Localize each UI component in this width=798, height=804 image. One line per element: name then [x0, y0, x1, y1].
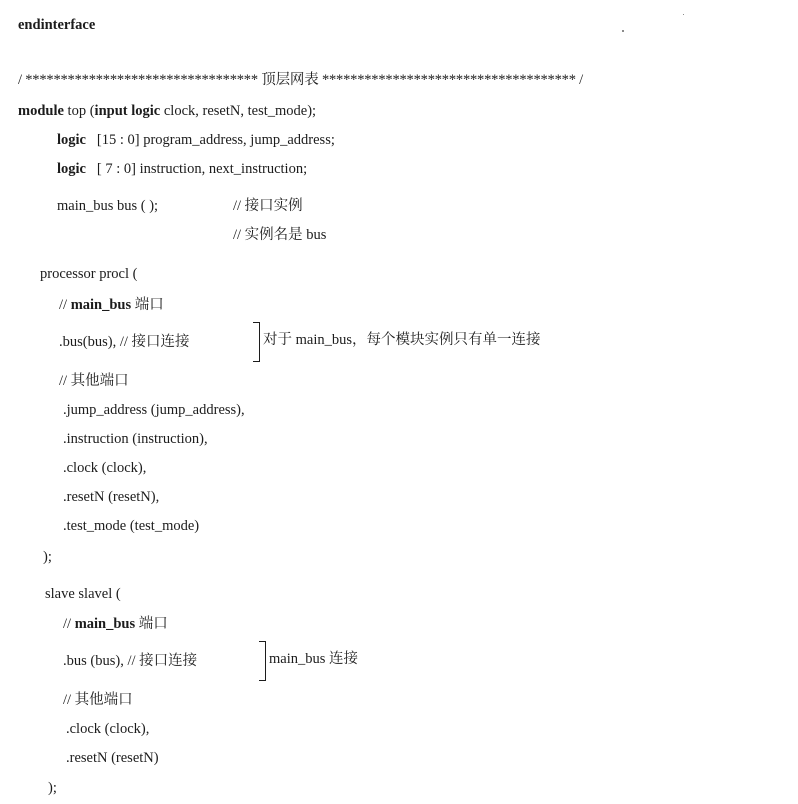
slave-instance-header: slave slavel (	[45, 586, 121, 602]
port-connection: .clock (clock),	[63, 460, 147, 476]
processor-bus-port-comment	[59, 296, 164, 314]
bracket-mark	[253, 322, 260, 362]
processor-bus-note: 对于 main_bus，每个模块实例只有单一连接	[263, 332, 541, 348]
logic-declaration-16bit	[57, 131, 335, 149]
comment-prefix: //	[59, 297, 68, 313]
processor-instance-header: processor procl (	[40, 266, 138, 282]
slave-bus-connection: .bus (bus), // 接口连接	[63, 653, 198, 669]
module-keyword: module	[18, 103, 64, 119]
comment-prefix: //	[63, 616, 72, 632]
logic-keyword: logic	[131, 103, 161, 119]
slave-other-ports-comment: // 其他端口	[63, 692, 133, 708]
signal-names: instruction, next_instruction;	[139, 161, 308, 177]
bus-instance-comment: // 接口实例	[233, 198, 303, 214]
scan-speck	[622, 30, 624, 32]
slave-bus-note: main_bus 连接	[269, 651, 359, 667]
toplevel-netlist-banner: / ********************************* 顶层网表 ************************************ /	[18, 72, 584, 88]
signal-names: program_address, jump_address;	[143, 132, 335, 148]
logic-keyword: logic	[57, 132, 86, 148]
slave-instance-close: );	[48, 780, 57, 796]
comment-suffix: 端口	[134, 297, 164, 313]
bit-range: [ 7 : 0]	[96, 161, 136, 177]
logic-keyword: logic	[57, 161, 86, 177]
endinterface-line: endinterface	[18, 17, 96, 33]
bit-range: [15 : 0]	[96, 132, 140, 148]
port-connection: .jump_address (jump_address),	[63, 402, 245, 418]
port-connection: .test_mode (test_mode)	[63, 518, 200, 534]
module-name: top	[67, 103, 87, 119]
bus-instance-code: main_bus bus ( );	[57, 198, 159, 214]
processor-other-ports-comment: // 其他端口	[59, 373, 129, 389]
port-connection: .resetN (resetN),	[63, 489, 160, 505]
logic-declaration-8bit	[57, 160, 307, 178]
main-bus-keyword: main_bus	[74, 616, 136, 632]
module-ports: clock, resetN, test_mode);	[163, 103, 317, 119]
paren-open: (	[89, 103, 95, 119]
port-connection: .clock (clock),	[66, 721, 150, 737]
slave-bus-port-comment	[63, 615, 168, 633]
processor-instance-close: );	[43, 549, 52, 565]
bus-instance-name-comment: // 实例名是 bus	[233, 227, 327, 243]
main-bus-keyword: main_bus	[70, 297, 132, 313]
bracket-mark	[259, 641, 266, 681]
port-connection: .instruction (instruction),	[63, 431, 208, 447]
input-keyword: input	[94, 103, 128, 119]
processor-bus-connection: .bus(bus), // 接口连接	[59, 334, 190, 350]
module-declaration	[18, 102, 316, 120]
comment-suffix: 端口	[138, 616, 168, 632]
port-connection: .resetN (resetN)	[66, 750, 159, 766]
scan-speck	[683, 14, 684, 15]
